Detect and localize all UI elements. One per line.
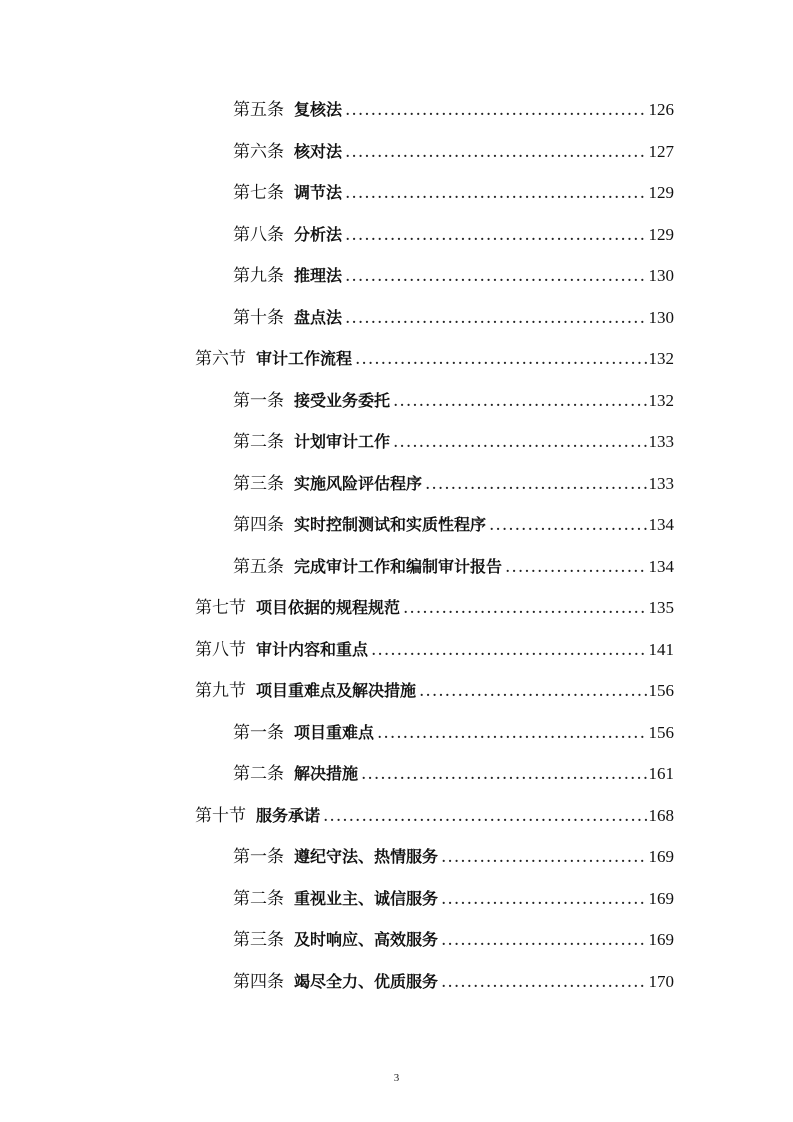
toc-entry-page-number: 126 — [648, 100, 674, 119]
dot-leader — [489, 512, 646, 538]
dot-leader — [403, 595, 646, 621]
dot-leader — [345, 263, 646, 289]
toc-entry-label: 第一条 — [233, 390, 284, 411]
toc-entry-title: 项目重难点 — [294, 722, 375, 742]
toc-entry-title: 分析法 — [294, 224, 343, 244]
toc-entry-title: 遵纪守法、热情服务 — [294, 847, 439, 866]
toc-article-entry[interactable] — [233, 512, 674, 538]
toc-entry-label: 第十条 — [233, 307, 284, 328]
toc-article-entry[interactable] — [233, 471, 674, 497]
dot-leader — [345, 222, 646, 248]
toc-section-entry[interactable] — [195, 678, 674, 704]
toc-entry-label: 第五条 — [233, 556, 284, 577]
dot-leader — [393, 388, 646, 414]
toc-entry-label: 第四条 — [233, 971, 284, 992]
toc-article-entry[interactable] — [233, 139, 674, 165]
toc-entry-label: 第二条 — [233, 432, 284, 452]
toc-entry-label: 第四条 — [233, 515, 284, 535]
toc-entry-label: 第八节 — [195, 639, 246, 660]
toc-entry-title: 接受业务委托 — [294, 390, 391, 410]
toc-entry-label: 第三条 — [233, 930, 284, 950]
toc-entry-page-number: 168 — [648, 805, 674, 825]
toc-section-entry[interactable] — [195, 803, 674, 829]
toc-entry-title: 审计内容和重点 — [256, 639, 369, 659]
toc-entry-label: 第一条 — [233, 722, 284, 743]
toc-entry-page-number: 156 — [648, 722, 674, 742]
toc-entry-title: 竭尽全力、优质服务 — [294, 971, 439, 991]
toc-entry-title: 重视业主、诚信服务 — [294, 888, 439, 908]
toc-entry-title: 计划审计工作 — [294, 432, 391, 451]
dot-leader — [345, 180, 646, 206]
toc-article-entry[interactable] — [233, 429, 674, 455]
toc-section-entry[interactable] — [195, 346, 674, 372]
dot-leader — [377, 720, 646, 746]
toc-entry-title: 实施风险评估程序 — [294, 473, 423, 493]
toc-entry-title: 实时控制测试和实质性程序 — [294, 515, 487, 534]
toc-entry-label: 第二条 — [233, 764, 284, 784]
toc-entry-title: 解决措施 — [294, 764, 359, 783]
toc-entry-title: 复核法 — [294, 100, 343, 119]
toc-section-entry[interactable] — [195, 637, 674, 663]
toc-entry-page-number: 141 — [648, 639, 674, 659]
dot-leader — [345, 97, 646, 123]
toc-entry-label: 第一条 — [233, 847, 284, 867]
toc-article-entry[interactable] — [233, 388, 674, 414]
toc-entry-title: 项目重难点及解决措施 — [256, 681, 417, 700]
toc-entry-page-number: 134 — [648, 556, 674, 576]
toc-entry-label: 第八条 — [233, 224, 284, 245]
toc-entry-label: 第九节 — [195, 681, 246, 701]
toc-entry-label: 第三条 — [233, 473, 284, 494]
toc-entry-title: 调节法 — [294, 183, 343, 202]
toc-article-entry[interactable] — [233, 844, 674, 870]
dot-leader — [323, 803, 646, 829]
toc-entry-page-number: 127 — [648, 141, 674, 161]
toc-entry-label: 第五条 — [233, 100, 284, 120]
toc-entry-title: 及时响应、高效服务 — [294, 930, 439, 949]
dot-leader — [505, 554, 646, 580]
toc-article-entry[interactable] — [233, 222, 674, 248]
toc-entry-page-number: 129 — [648, 224, 674, 244]
toc-entry-page-number: 130 — [648, 307, 674, 327]
toc-entry-page-number: 133 — [648, 432, 674, 451]
toc-article-entry[interactable] — [233, 969, 674, 995]
dot-leader — [425, 471, 646, 497]
toc-entry-label: 第二条 — [233, 888, 284, 909]
dot-leader — [441, 969, 646, 995]
toc-entry-label: 第九条 — [233, 266, 284, 286]
toc-article-entry[interactable] — [233, 263, 674, 289]
page-number: 3 — [393, 1072, 400, 1084]
toc-entry-page-number: 135 — [648, 598, 674, 617]
toc-entry-title: 项目依据的规程规范 — [256, 598, 401, 617]
toc-entry-page-number: 129 — [648, 183, 674, 202]
toc-entry-page-number: 169 — [648, 930, 674, 949]
dot-leader — [345, 139, 646, 165]
toc-entry-page-number: 133 — [648, 473, 674, 493]
toc-article-entry[interactable] — [233, 927, 674, 953]
dot-leader — [393, 429, 646, 455]
dot-leader — [441, 844, 646, 870]
dot-leader — [371, 637, 646, 663]
toc-entry-label: 第六条 — [233, 141, 284, 162]
toc-entry-page-number: 134 — [648, 515, 674, 534]
toc-entry-title: 核对法 — [294, 141, 343, 161]
toc-section-entry[interactable] — [195, 595, 674, 621]
toc-entry-page-number: 169 — [648, 847, 674, 866]
dot-leader — [355, 346, 646, 372]
dot-leader — [441, 886, 646, 912]
toc-entry-page-number: 170 — [648, 971, 674, 991]
toc-article-entry[interactable] — [233, 720, 674, 746]
toc-entry-title: 推理法 — [294, 266, 343, 285]
dot-leader — [441, 927, 646, 953]
toc-entry-label: 第十节 — [195, 805, 246, 826]
toc-entry-page-number: 130 — [648, 266, 674, 285]
toc-entry-title: 盘点法 — [294, 307, 343, 327]
toc-entry-page-number: 161 — [648, 764, 674, 783]
toc-article-entry[interactable] — [233, 761, 674, 787]
dot-leader — [361, 761, 646, 787]
toc-entry-label: 第七条 — [233, 183, 284, 203]
toc-article-entry[interactable] — [233, 886, 674, 912]
toc-entry-title: 审计工作流程 — [256, 349, 353, 368]
toc-entry-title: 完成审计工作和编制审计报告 — [294, 556, 503, 576]
toc-entry-page-number: 132 — [648, 349, 674, 368]
dot-leader — [419, 678, 646, 704]
toc-article-entry[interactable] — [233, 97, 674, 123]
toc-article-entry[interactable] — [233, 180, 674, 206]
toc-entry-page-number: 156 — [648, 681, 674, 700]
toc-article-entry[interactable] — [233, 554, 674, 580]
toc-article-entry[interactable] — [233, 305, 674, 331]
toc-entry-page-number: 132 — [648, 390, 674, 410]
toc-entry-label: 第七节 — [195, 598, 246, 618]
dot-leader — [345, 305, 646, 331]
toc-entry-label: 第六节 — [195, 349, 246, 369]
toc-entry-page-number: 169 — [648, 888, 674, 908]
toc-entry-title: 服务承诺 — [256, 805, 321, 825]
